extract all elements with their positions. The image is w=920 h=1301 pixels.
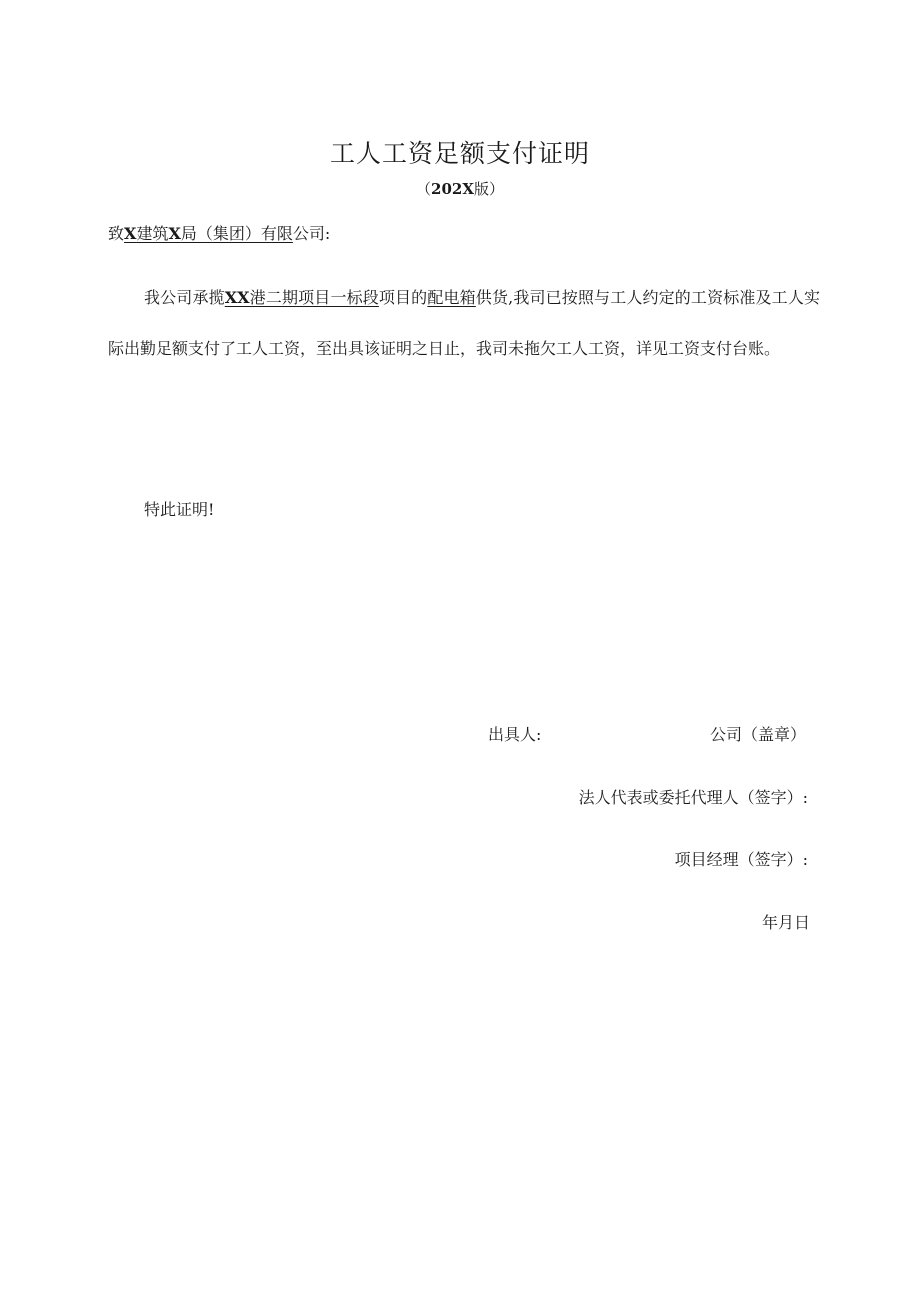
supply-item: 配电箱 [427,288,476,307]
body-text-2: 项目的 [378,288,428,307]
project-xx: XX [224,288,250,307]
recipient-part2: 局（集团）有限 [180,224,293,243]
version-year: 202X [431,180,474,198]
project-name [225,288,379,307]
project-manager-signature: 项目经理（签字）: [674,850,808,869]
document-date: 年月日 [761,913,810,932]
document-title: 工人工资足额支付证明 [329,139,590,168]
legal-representative-signature: 法人代表或委托代理人（签字）: [578,788,808,807]
body-text-3: 供货,我司已按照与工人约定的工资标准及工人实际出勤足额支付了工人工资，至出具该证明之日止，我司未拖欠工人工资，详见工资支付台账。 [108,288,820,358]
salutation-prefix: 致 [108,224,125,243]
recipient-name [124,224,293,243]
recipient-x2: X [168,224,181,243]
salutation [108,221,330,244]
document-version [0,178,920,199]
recipient-part1: 建筑 [136,224,169,243]
version-suffix: 版） [473,180,504,198]
project-rest: 港二期项目一标段 [249,288,379,307]
body-text-1: 我公司承揽 [144,288,225,307]
body-paragraph [108,272,820,374]
salutation-suffix: 公司: [292,224,331,243]
closing-statement: 特此证明! [144,500,215,519]
issuer-label: 出具人: [488,725,542,744]
version-open: （ [416,180,432,198]
recipient-x1: X [124,224,137,243]
issuer-company-seal: 公司（盖章） [710,725,807,744]
